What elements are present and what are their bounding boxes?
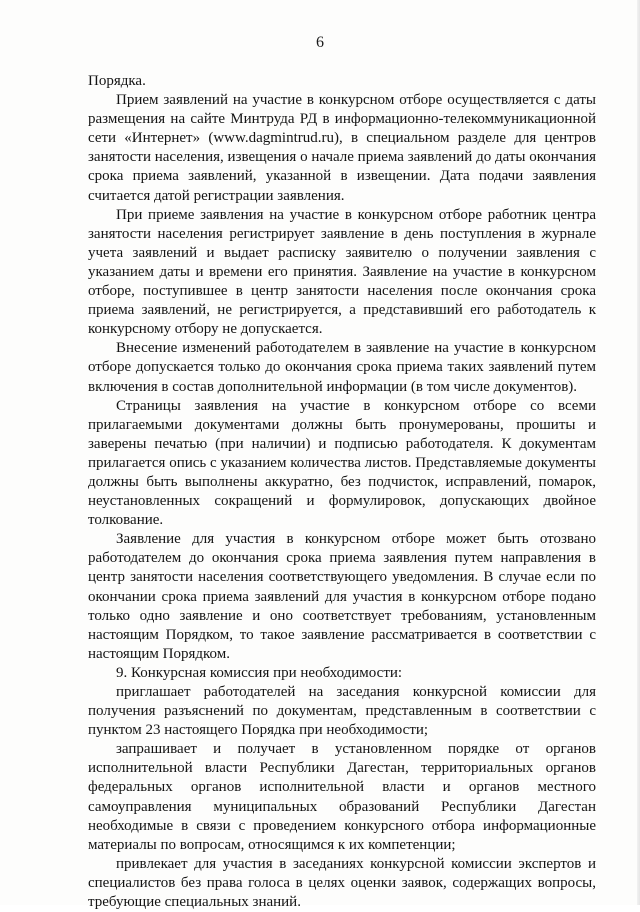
page-number: 6 (316, 34, 324, 51)
paragraph: привлекает для участия в заседаниях конкурсной комиссии экспертов и специалистов без права голоса в целях оценки заявок, содержащих вопросы, требующие специальных знаний. (88, 855, 596, 911)
paragraph: Заявление для участия в конкурсном отборе может быть отозвано работодателем до окончания срока приема заявления путем направления в центр занятости населения соответствующего уведомления. В случае если по окончании срока приема заявлений для участия в конкурсном отборе подано только одно заявление и оно соответствует требованиям, установленным настоящим Порядком, то такое заявление рассматривается в соответствии с настоящим Порядком. (88, 531, 596, 662)
paragraph: Страницы заявления на участие в конкурсном отборе со всеми прилагаемыми документами должны быть пронумерованы, прошиты и заверены печатью (при наличии) и подписью работодателя. К документам прилагается опись с указанием количества листов. Представляемые документы должны быть выполнены аккуратно, без подчисток, исправлений, помарок, неустановленных сокращений и формулировок, допускающих двойное толкование. (88, 397, 596, 529)
paragraph: запрашивает и получает в установленном порядке от органов исполнительной власти Республики Дагестан, территориальных органов федеральных органов исполнительной власти и органов местного самоуправления муниципальных образований Республики Дагестан необходимые в связи с проведением конкурсного отбора информационные материалы по вопросам, относящимся к их компетенции; (88, 741, 596, 853)
paragraph: При приеме заявления на участие в конкурсном отборе работник центра занятости населения регистрирует заявление в день поступления в журнале учета заявлений и выдает расписку заявителю о получении заявления с указанием даты и времени его принятия. Заявление на участие в конкурсном отборе, поступившее в центр занятости населения после окончания срока приема заявлений, не регистрируется, а представивший его работодатель к конкурсному отбору не допускается. (88, 206, 596, 338)
paragraph: Порядка. (88, 73, 146, 89)
paragraph: приглашает работодателей на заседания конкурсной комиссии для получения разъяснений по документам, представленным в соответствии с пунктом 23 настоящего Порядка при необходимости; (88, 684, 596, 739)
paragraph: 9. Конкурсная комиссия при необходимости: (116, 664, 403, 681)
paragraph: Прием заявлений на участие в конкурсном отборе осуществляется с даты размещения на сайте Минтруда РД в информационно-телекоммуникационной сети «Интернет» (www.dagmintrud.ru), в специальном разделе для центров занятости населения, извещения о начале приема заявлений до даты окончания срока приема заявлений, указанной в извещении. Дата подачи заявления считается датой регистрации заявления. (88, 92, 596, 204)
paragraph: Внесение изменений работодателем в заявление на участие в конкурсном отборе допускается только до окончания срока приема таких заявлений путем включения в состав дополнительной информации (в том числе документов). (88, 340, 596, 395)
body-text (88, 72, 596, 912)
